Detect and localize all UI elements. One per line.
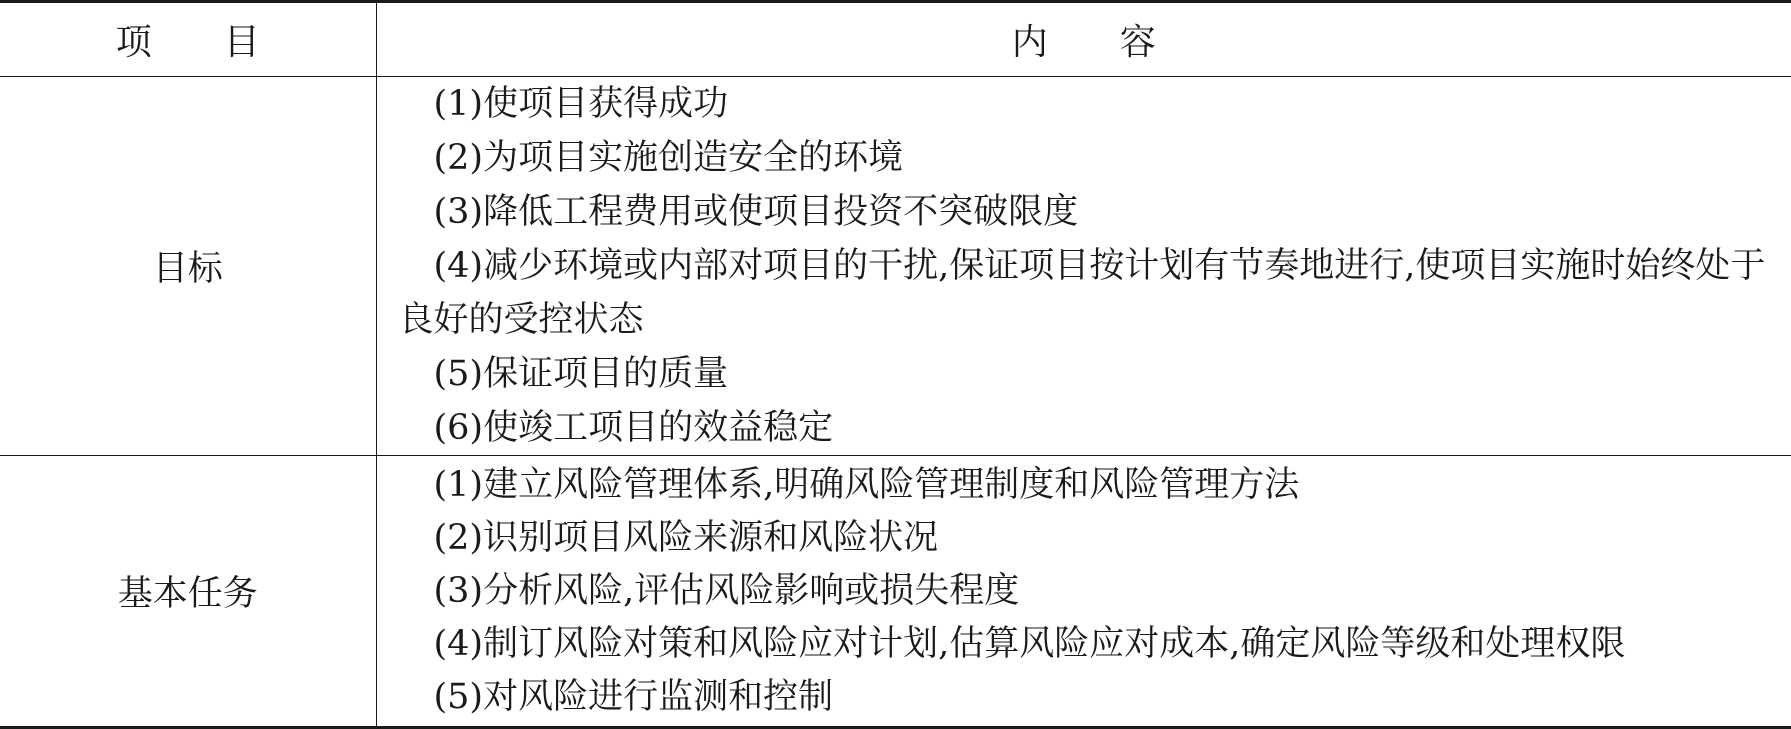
header-content: 内 容 bbox=[376, 2, 1791, 77]
goal-item: (1)使项目获得成功 bbox=[433, 84, 729, 124]
header-row bbox=[0, 2, 1791, 77]
row-content-tasks bbox=[376, 456, 1791, 728]
goal-item: (2)为项目实施创造安全的环境 bbox=[433, 138, 904, 178]
table-body bbox=[0, 77, 1791, 728]
task-item: (5)对风险进行监测和控制 bbox=[433, 676, 834, 717]
goal-item: (5)保证项目的质量 bbox=[433, 354, 729, 394]
goal-item: (3)降低工程费用或使项目投资不突破限度 bbox=[433, 192, 1079, 232]
row-label-tasks: 基本任务 bbox=[0, 456, 376, 728]
task-item: (4)制订风险对策和风险应对计划,估算风险应对成本,确定风险等级和处理权限 bbox=[433, 623, 1626, 664]
header-item: 项 目 bbox=[0, 2, 376, 77]
task-item: (2)识别项目风险来源和风险状况 bbox=[433, 517, 939, 558]
table-header bbox=[0, 2, 1791, 77]
goal-item: (4)减少环境或内部对项目的干扰,保证项目按计划有节奏地进行,使项目实施时始终处于良好的受控状态 bbox=[398, 246, 1766, 340]
row-label-goals: 目标 bbox=[0, 77, 376, 456]
task-item: (3)分析风险,评估风险影响或损失程度 bbox=[433, 570, 1020, 611]
table-row-tasks bbox=[0, 456, 1791, 728]
goal-item: (6)使竣工项目的效益稳定 bbox=[433, 408, 834, 448]
task-item: (1)建立风险管理体系,明确风险管理制度和风险管理方法 bbox=[433, 464, 1300, 505]
row-content-goals bbox=[376, 77, 1791, 456]
table-row-goals bbox=[0, 77, 1791, 456]
